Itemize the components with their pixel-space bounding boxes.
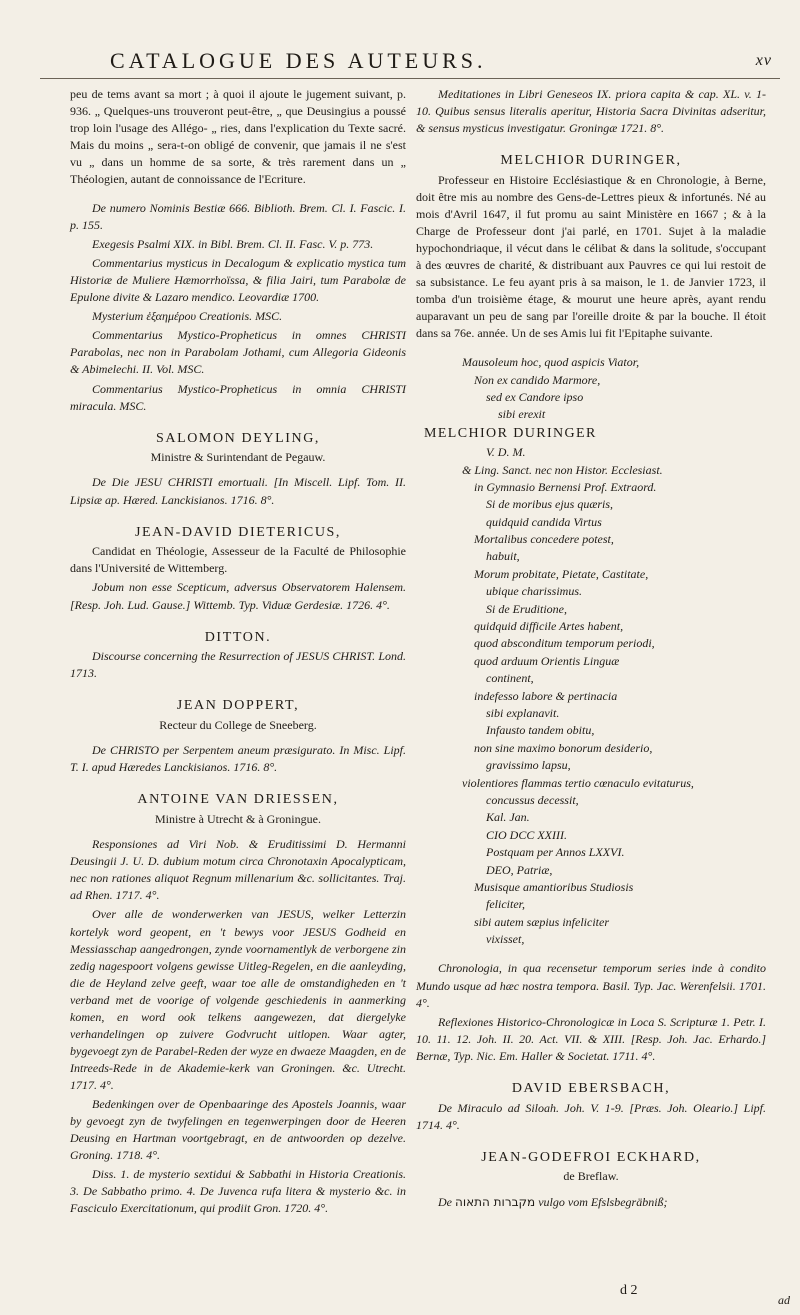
work-entry: Over alle de wonderwerken van JESUS, welker Letterzin kortelyk word geopent, en 't bewys voor JESUS Godheid en Messiasschap aangedrongen, zynde voornamentlyk de verborgene zin zedig nagespoort volgens gewisse Uitleg-Regelen, en die aanleyding, die de Heyland zelve geeft, waar toe alle de omstandigheden en 't verband met de voorige of volgende geschiedenis in aanmerking komen, en word ook telkens aangewezen, dat diergelyke verhandelingen op zuivere Godvrucht uitlopen. Waar agter, bygevoegt zyn de Parabel-Reden der wyze en dwaeze Maagden, en de Intreeds-Rede in de Akademie-kerk van Groningen. &c. Utrecht. 1717. 4°. bbox=[70, 907, 406, 1092]
epitaph-line: Musisque amantioribus Studiosis bbox=[474, 879, 634, 894]
epitaph-line: quidquid candida Virtus bbox=[486, 514, 602, 529]
entry-suffix: vulgo vom Efslsbegräbniß; bbox=[538, 1194, 668, 1209]
work-entry: Chronologia, in qua recensetur temporum series inde à condito Mundo usque ad hæc nostra tempora. Basil. Typ. Jac. Werenfelsii. 1701. 4°. bbox=[416, 961, 766, 1010]
author-bio: Professeur en Histoire Ecclésiastique & en Chronologie, à Berne, doit être mis au nombre des Gens-de-Lettres pieux & infortunés. Né au mois d'Avril 1647, il fut promu au saint Ministère en 1667 ; & à la Charge de Professeur dont j'ai parlé, en 1701. Sujet à la maladie hypochondriaque, il vécut dans le célibat & dans la solitude, s'occupant à des œuvres de charité, & distribuant aux Pauvres ce qui lui restoit de sa subsistance. Le feu ayant pris à sa maison, le 1. de Janvier 1723, il tomba d'un troisième étage, & mourut une heure après, ayant rendu auparavant un peu de sang par l'oreille droite & par la bouche. Il étoit dans sa 76e. année. Un de ses Amis lui fit l'Epitaphe suivante. bbox=[416, 172, 766, 341]
epitaph bbox=[424, 354, 694, 948]
entry-prefix: De bbox=[438, 1194, 452, 1209]
epitaph-line: sibi explanavit. bbox=[486, 706, 560, 720]
author-role: Candidat en Théologie, Assesseur de la Faculté de Philosophie dans l'Université de Wittemberg. bbox=[70, 544, 406, 576]
work-entry: Responsiones ad Viri Nob. & Eruditissimi D. Hermanni Deusingii J. U. D. dubium motum circa Chronotaxin Apocalypticam, nec non rationes aliquot Regnum millenarium &c. sollicitantes. Traj. ad Rhen. 1717. 4°. bbox=[70, 837, 406, 903]
epitaph-line: gravissimo lapsu, bbox=[486, 758, 571, 773]
epitaph-line: MELCHIOR DURINGER bbox=[424, 425, 597, 441]
catchword: ad bbox=[778, 1293, 790, 1307]
epitaph-line: Mortalibus concedere potest, bbox=[474, 532, 614, 547]
author-heading: ANTOINE VAN DRIESSEN, bbox=[137, 792, 339, 808]
epitaph-line: quidquid difficile Artes habent, bbox=[474, 619, 624, 634]
work-entry: Commentarius Mystico-Propheticus in omnes CHRISTI Parabolas, nec non in Parabolam Jothami, cum Allegoria Gideonis & Abimelechi. II. Vol. MSC. bbox=[70, 328, 406, 377]
running-head bbox=[40, 48, 780, 88]
left-column bbox=[70, 86, 406, 1217]
work-entry: Diss. 1. de mysterio sextidui & Sabbathi in Historia Creationis. 3. De Sabbatho primo. 4. De Juvenca rufa litera & mysterio &c. in Fasciculo Exercitationum, qui prodiit Gron. 1720. 4°. bbox=[70, 1166, 406, 1215]
epitaph-line: indefesso labore & pertinacia bbox=[474, 688, 618, 703]
epitaph-line: habuit, bbox=[486, 549, 520, 564]
work-entry: De Die JESU CHRISTI emortuali. [In Miscell. Lipf. Tom. II. Lipsiæ ap. Hæred. Lanckisianos. 1716. 8°. bbox=[70, 475, 406, 507]
work-entry: De CHRISTO per Serpentem aneum præsigurato. In Misc. Lipf. T. I. apud Hæredes Lanckisianos. 1716. 8°. bbox=[70, 743, 406, 775]
author-heading: DITTON. bbox=[204, 629, 272, 645]
work-entry: Mysterium ἑξαημέρου Creationis. MSC. bbox=[92, 309, 283, 324]
work-entry: De Miraculo ad Siloah. Joh. V. 1-9. [Præs. Joh. Oleario.] Lipf. 1714. 4°. bbox=[416, 1100, 766, 1132]
work-entry: Jobum non esse Scepticum, adversus Observatorem Halensem. [Resp. Joh. Lud. Gause.] Wittemb. Typ. Viduæ Gerdesiæ. 1726. 4°. bbox=[70, 580, 406, 612]
work-entry: Reflexiones Historico-Chronologicæ in Loca S. Scripturæ 1. Petr. I. 10. 11. 12. Joh. II. 20. Act. VII. & XIII. [Resp. Joh. Jac. Erhardo.] Bernæ, Typ. Nic. Em. Haller & Societat. 1711. 4°. bbox=[416, 1014, 766, 1063]
epitaph-line: violentiores flammas tertio cœnaculo evitaturus, bbox=[462, 775, 694, 790]
epitaph-line: non sine maximo bonorum desiderio, bbox=[474, 740, 653, 755]
epitaph-line: Postquam per Annos LXXVI. bbox=[486, 845, 625, 860]
epitaph-line: ubique charissimus. bbox=[486, 584, 582, 599]
work-entry-hebrew bbox=[416, 1194, 766, 1211]
epitaph-line: V. D. M. bbox=[486, 445, 526, 460]
work-entry: Meditationes in Libri Geneseos IX. priora capita & cap. XL. v. 1-10. Quibus sensus literalis aperitur, Historia Sacra Divinitas adseritur, & sensus mysticus investigatur. Groningæ 1721. 8°. bbox=[416, 87, 766, 136]
epitaph-line: continent, bbox=[486, 671, 534, 686]
epitaph-line: Mausoleum hoc, quod aspicis Viator, bbox=[462, 355, 640, 370]
right-column bbox=[416, 86, 766, 1211]
epitaph-line: CIO DCC XXIII. bbox=[486, 827, 567, 842]
signature-mark: d 2 bbox=[620, 1283, 638, 1298]
page-number: xv bbox=[755, 52, 772, 69]
epitaph-line: Si de moribus ejus quæris, bbox=[486, 497, 614, 512]
epitaph-line: feliciter, bbox=[486, 897, 525, 912]
epitaph-line: sibi erexit bbox=[498, 407, 546, 422]
work-entry: Bedenkingen over de Openbaaringe des Apostels Joannis, waar by gevoegt zyn de twyfelingen en tegenwerpingen door de Heeren Deusing en Hartman voortgebragt, en de antwoorden op dezelve. Groning. 1718. 4°. bbox=[70, 1096, 406, 1162]
author-heading: SALOMON DEYLING, bbox=[155, 430, 321, 446]
epitaph-line: Morum probitate, Pietate, Castitate, bbox=[474, 566, 649, 581]
epitaph-line: quod absconditum temporum periodi, bbox=[474, 636, 655, 651]
epitaph-line: sed ex Candore ipso bbox=[486, 390, 584, 405]
epitaph-line: & Ling. Sanct. nec non Histor. Ecclesiast. bbox=[462, 462, 663, 477]
author-role: de Breflaw. bbox=[563, 1169, 619, 1184]
epitaph-line: in Gymnasio Bernensi Prof. Extraord. bbox=[474, 479, 657, 494]
epitaph-line: sibi autem sæpius infeliciter bbox=[474, 914, 609, 929]
works-list-7 bbox=[416, 960, 766, 1064]
author-role: Ministre à Utrecht & à Groningue. bbox=[155, 812, 321, 827]
epitaph-line: DEO, Patriæ, bbox=[486, 862, 553, 877]
author-role: Ministre & Surintendant de Pegauw. bbox=[150, 450, 326, 465]
hebrew-title: מקברות התאוה bbox=[455, 1194, 536, 1209]
work-entry: Commentarius mysticus in Decalogum & explicatio mystica tum Historiæ de Muliere Hæmorrhoïssa, & filia Jairi, tum Parabolæ de Epulone divite & Lazaro mendico. Leovardiæ 1700. bbox=[70, 256, 406, 305]
author-heading: DAVID EBERSBACH, bbox=[511, 1080, 671, 1096]
work-entry: Exegesis Psalmi XIX. in Bibl. Brem. Cl. II. Fasc. V. p. 773. bbox=[92, 237, 374, 252]
header-rule bbox=[40, 78, 780, 79]
epitaph-line: quod arduum Orientis Linguæ bbox=[474, 653, 620, 668]
epitaph-line: Kal. Jan. bbox=[486, 810, 530, 825]
author-heading: MELCHIOR DURINGER, bbox=[500, 153, 682, 169]
author-heading: JEAN-GODEFROI ECKHARD, bbox=[481, 1149, 701, 1165]
epitaph-line: concussus decessit, bbox=[486, 792, 579, 807]
epitaph-line: Infausto tandem obitu, bbox=[486, 723, 595, 738]
author-heading: JEAN-DAVID DIETERICUS, bbox=[134, 524, 342, 540]
work-entry: Discourse concerning the Resurrection of JESUS CHRIST. Lond. 1713. bbox=[70, 649, 406, 681]
epitaph-line: vixisset, bbox=[486, 932, 525, 947]
intro-paragraph: peu de tems avant sa mort ; à quoi il ajoute le jugement suivant, p. 936. „ Quelques-uns trouveront peut-être, „ que Deusingius a poussé trop loin l'usage des Allégo- „ ries, dans l'explication du Texte sacré. Mais du moins „ sera-t-on obligé de convenir, que jamais il ne s'est vu „ dans un homme de sa sorte, & très rarement dans un „ Théologien, autant de connoissance de l'Ecriture. bbox=[70, 87, 406, 187]
author-role: Recteur du College de Sneeberg. bbox=[159, 718, 317, 733]
work-entry: Commentarius Mystico-Propheticus in omnia CHRISTI miracula. MSC. bbox=[70, 381, 406, 413]
epitaph-line: Non ex candido Marmore, bbox=[474, 372, 601, 387]
work-entry: De numero Nominis Bestiæ 666. Biblioth. Brem. Cl. I. Fascic. I. p. 155. bbox=[70, 201, 406, 233]
works-list-1 bbox=[70, 200, 406, 414]
epitaph-line: Si de Eruditione, bbox=[486, 601, 567, 616]
running-head-title: CATALOGUE DES AUTEURS. bbox=[110, 48, 487, 73]
author-heading: JEAN DOPPERT, bbox=[176, 698, 300, 714]
